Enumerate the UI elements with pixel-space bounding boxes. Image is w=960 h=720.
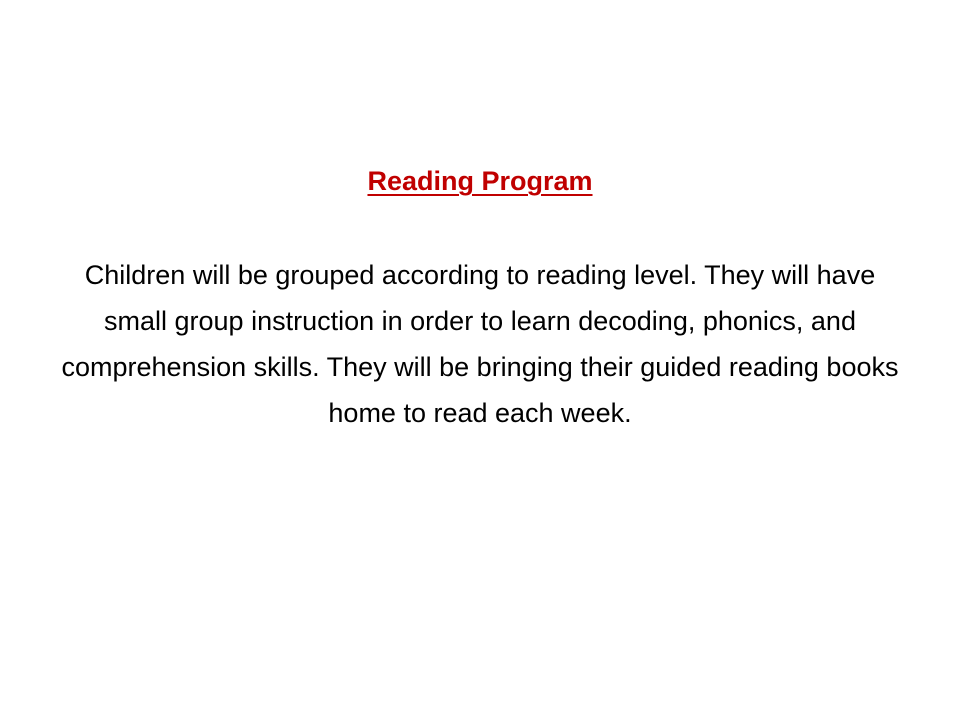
slide-body-text: Children will be grouped according to reading level. They will have small group instruction in order to learn decoding, phonics, and comprehension skills. They will be bringing their guided reading books home to read each week. — [61, 260, 899, 428]
slide-content — [50, 162, 910, 436]
slide-title: Reading Program — [367, 166, 593, 196]
title-body-gap — [50, 200, 910, 252]
